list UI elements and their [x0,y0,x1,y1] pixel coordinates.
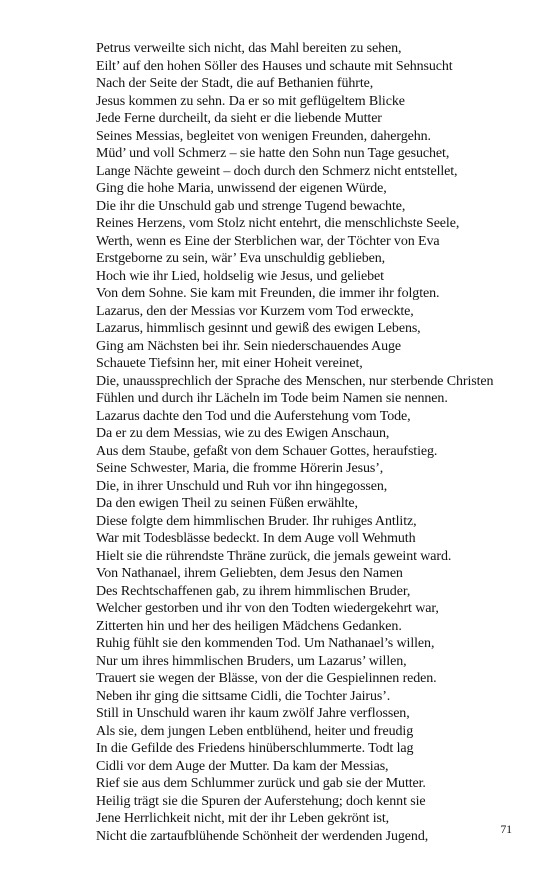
verse-line: Ruhig fühlt sie den kommenden Tod. Um Nathanael’s willen, [96,636,435,651]
verse-line: Cidli vor dem Auge der Mutter. Da kam der Messias, [96,758,389,774]
verse-line: Seine Schwester, Maria, die fromme Hörerin Jesus’, [96,461,384,476]
verse-line: Reines Herzens, vom Stolz nicht entehrt, die menschlichste Seele, [96,216,460,231]
verse-line: Trauert sie wegen der Blässe, von der die Gespielinnen reden. [96,671,437,686]
verse-line: In die Gefilde des Friedens hinüberschlummerte. Todt lag [96,741,414,756]
verse-line: Lazarus, den der Messias vor Kurzem vom Tod erweckte, [96,303,414,319]
verse-line: Welcher gestorben und ihr von den Todten wiedergekehrt war, [96,601,439,616]
verse-line: Des Rechtschaffenen gab, zu ihrem himmlischen Bruder, [96,583,411,599]
verse-line: Seines Messias, begleitet von wenigen Freunden, dahergehn. [96,128,431,144]
verse-line: Fühlen und durch ihr Lächeln im Tode beim Namen sie nennen. [96,391,448,406]
verse-line: Werth, wenn es Eine der Sterblichen war, der Töchter von Eva [96,233,440,249]
verse-line: Ging am Nächsten bei ihr. Sein niederschauendes Auge [96,338,402,354]
verse-line: Die, in ihrer Unschuld und Ruh vor ihn hingegossen, [96,478,388,494]
verse-line: Heilig trägt sie die Spuren der Auferstehung; doch kennt sie [96,793,426,809]
verse-line: Ging die hohe Maria, unwissend der eigenen Würde, [96,181,387,196]
verse-line: Nach der Seite der Stadt, die auf Bethanien führte, [96,76,374,91]
verse-line: Rief sie aus dem Schlummer zurück und gab sie der Mutter. [96,776,426,791]
verse-line: Schauete Tiefsinn her, mit einer Hoheit vereinet, [96,356,363,371]
verse-line: Da den ewigen Theil zu seinen Füßen erwählte, [96,496,358,511]
verse-line: Als sie, dem jungen Leben entblühend, heiter und freudig [96,723,414,739]
verse-line: Müd’ und voll Schmerz – sie hatte den Sohn nun Tage gesuchet, [96,146,450,161]
verse-line: Die, unaussprechlich der Sprache des Menschen, nur sterbende Christen [96,373,494,389]
verse-line: Jesus kommen zu sehn. Da er so mit geflügeltem Blicke [96,93,405,109]
verse-line: Erstgeborne zu sein, wär’ Eva unschuldig geblieben, [96,251,386,266]
verse-line: Lazarus dachte den Tod und die Auferstehung vom Tode, [96,408,411,424]
verse-line: Diese folgte dem himmlischen Bruder. Ihr ruhiges Antlitz, [96,513,417,529]
verse-line: Nur um ihres himmlischen Bruders, um Lazarus’ willen, [96,653,407,669]
verse-line: Lange Nächte geweint – doch durch den Schmerz nicht entstellet, [96,163,458,179]
verse-line: Jene Herrlichkeit nicht, mit der ihr Leben gekrönt ist, [96,811,390,826]
verse-line: Aus dem Staube, gefaßt von dem Schauer Gottes, heraufstieg. [96,443,438,459]
verse-line: Da er zu dem Messias, wie zu des Ewigen Anschaun, [96,426,390,441]
verse-line: War mit Todesblässe bedeckt. In dem Auge voll Wehmuth [96,531,416,546]
verse-line: Petrus verweilte sich nicht, das Mahl bereiten zu sehen, [96,41,402,56]
page-number: 71 [500,824,512,836]
verse-line: Nicht die zartaufblühende Schönheit der werdenden Jugend, [96,828,429,844]
verse-line: Von dem Sohne. Sie kam mit Freunden, die immer ihr folgten. [96,286,440,301]
verse-line: Neben ihr ging die sittsame Cidli, die Tochter Jairus’. [96,688,391,704]
verse-line: Jede Ferne durcheilt, da sieht er die liebende Mutter [96,111,382,126]
verse-line: Zitterten hin und her des heiligen Mädchens Gedanken. [96,618,402,634]
verse-text-block [96,40,493,845]
verse-line: Lazarus, himmlisch gesinnt und gewiß des ewigen Lebens, [96,321,421,336]
verse-line: Hoch wie ihr Lied, holdselig wie Jesus, und geliebet [96,268,384,284]
verse-line: Die ihr die Unschuld gab und strenge Tugend bewachte, [96,198,406,214]
verse-line: Eilt’ auf den hohen Söller des Hauses und schaute mit Sehnsucht [96,58,453,74]
verse-line: Von Nathanael, ihrem Geliebten, dem Jesus den Namen [96,566,403,581]
verse-line: Hielt sie die rührendste Thräne zurück, die jemals geweint ward. [96,548,452,564]
verse-line: Still in Unschuld waren ihr kaum zwölf Jahre verflossen, [96,706,410,721]
